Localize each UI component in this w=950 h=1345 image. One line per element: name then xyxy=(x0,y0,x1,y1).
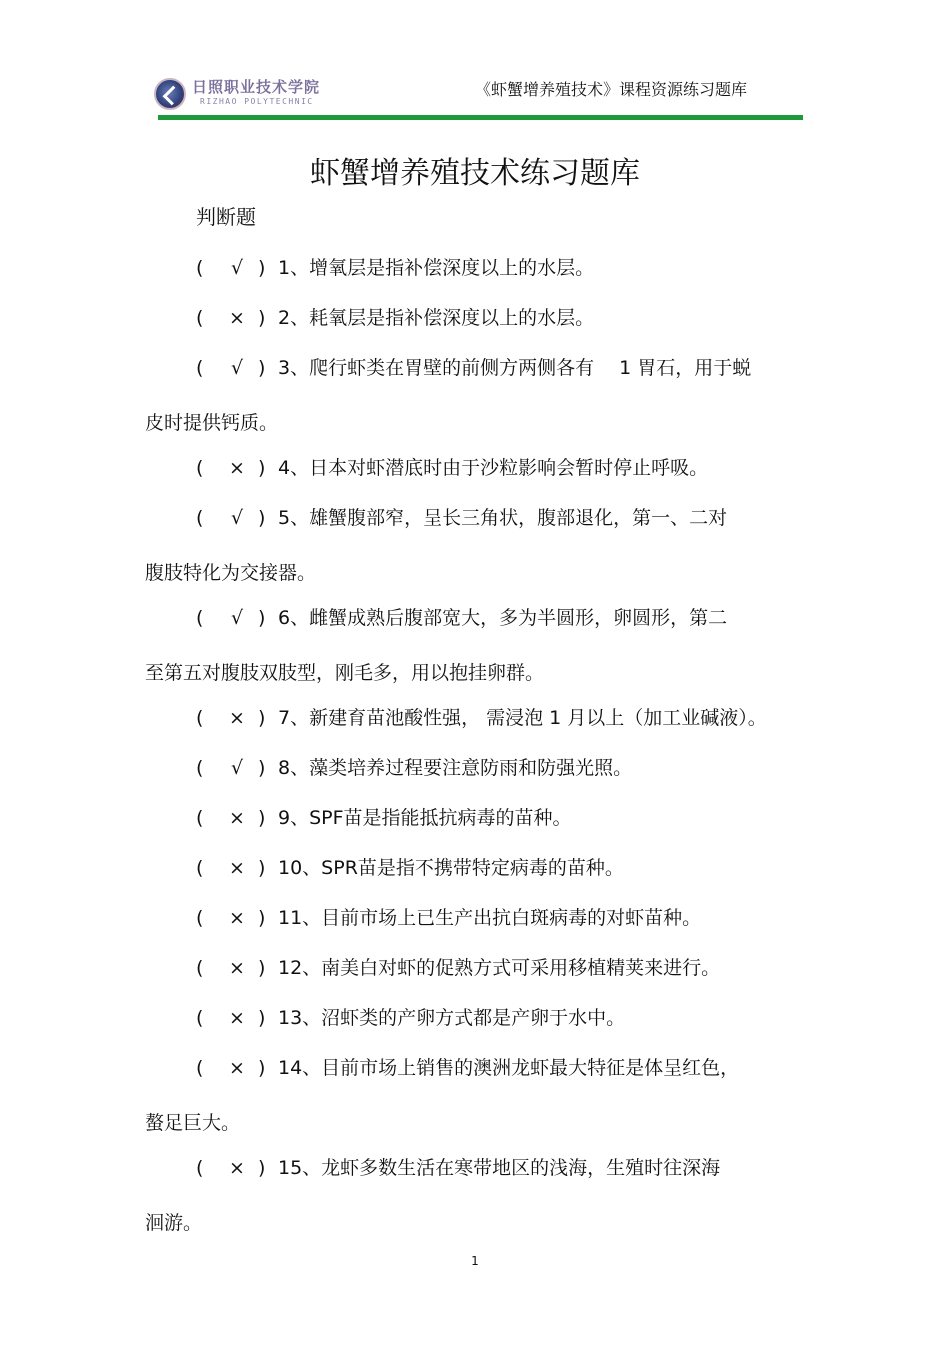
answer-mark: × xyxy=(229,1057,245,1079)
question-continuation: 皮时提供钙质。 xyxy=(145,412,279,434)
answer-mark: × xyxy=(229,807,245,829)
open-paren: ( xyxy=(196,257,204,279)
open-paren: ( xyxy=(196,1157,204,1179)
college-logo xyxy=(150,74,340,114)
question-item xyxy=(196,358,751,378)
question-text: 3、爬行虾类在胃壁的前侧方两侧各有 1 胃石，用于蜕 xyxy=(278,357,752,379)
logo-text-cn: 日照职业技术学院 xyxy=(192,78,321,96)
header-title: 《虾蟹增养殖技术》课程资源练习题库 xyxy=(474,80,747,99)
close-paren: ) xyxy=(258,1007,266,1029)
open-paren: ( xyxy=(196,757,204,779)
question-text: 6、雌蟹成熟后腹部宽大，多为半圆形，卵圆形，第二 xyxy=(278,607,728,629)
answer-mark: × xyxy=(229,457,245,479)
question-continuation: 腹肢特化为交接器。 xyxy=(145,562,317,584)
close-paren: ) xyxy=(258,607,266,629)
answer-mark: × xyxy=(229,707,245,729)
question-item xyxy=(196,1158,720,1178)
close-paren: ) xyxy=(258,1157,266,1179)
header-rule xyxy=(158,115,803,120)
question-text: 15、龙虾多数生活在寒带地区的浅海，生殖时往深海 xyxy=(278,1157,721,1179)
open-paren: ( xyxy=(196,357,204,379)
question-continuation: 螯足巨大。 xyxy=(145,1112,241,1134)
question-item xyxy=(196,858,624,878)
close-paren: ) xyxy=(258,857,266,879)
close-paren: ) xyxy=(258,707,266,729)
question-continuation: 至第五对腹肢双肢型，刚毛多，用以抱挂卵群。 xyxy=(145,662,545,684)
question-text: 9、SPF苗是指能抵抗病毒的苗种。 xyxy=(278,807,572,829)
question-text: 8、藻类培养过程要注意防雨和防强光照。 xyxy=(278,757,633,779)
answer-mark: × xyxy=(229,1007,245,1029)
question-item xyxy=(196,1058,739,1078)
question-text: 10、SPR苗是指不携带特定病毒的苗种。 xyxy=(278,857,624,879)
open-paren: ( xyxy=(196,507,204,529)
question-text: 12、南美白对虾的促熟方式可采用移植精荚来进行。 xyxy=(278,957,721,979)
close-paren: ) xyxy=(258,257,266,279)
question-item xyxy=(196,1008,625,1028)
open-paren: ( xyxy=(196,907,204,929)
close-paren: ) xyxy=(258,307,266,329)
open-paren: ( xyxy=(196,1057,204,1079)
close-paren: ) xyxy=(258,1057,266,1079)
close-paren: ) xyxy=(258,457,266,479)
answer-mark: √ xyxy=(230,357,244,379)
close-paren: ) xyxy=(258,907,266,929)
question-item xyxy=(196,908,701,928)
question-text: 14、目前市场上销售的澳洲龙虾最大特征是体呈红色， xyxy=(278,1057,740,1079)
open-paren: ( xyxy=(196,857,204,879)
open-paren: ( xyxy=(196,1007,204,1029)
open-paren: ( xyxy=(196,957,204,979)
answer-mark: × xyxy=(229,907,245,929)
open-paren: ( xyxy=(196,707,204,729)
close-paren: ) xyxy=(258,757,266,779)
answer-mark: √ xyxy=(230,257,244,279)
open-paren: ( xyxy=(196,457,204,479)
close-paren: ) xyxy=(258,807,266,829)
answer-mark: × xyxy=(229,857,245,879)
close-paren: ) xyxy=(258,957,266,979)
question-text: 7、新建育苗池酸性强， 需浸泡 1 月以上（加工业碱液）。 xyxy=(278,707,767,729)
question-text: 1、增氧层是指补偿深度以上的水层。 xyxy=(278,257,595,279)
answer-mark: √ xyxy=(230,507,244,529)
question-item xyxy=(196,608,727,628)
document-title: 虾蟹增养殖技术练习题库 xyxy=(310,156,640,191)
question-item xyxy=(196,308,594,328)
page-number: 1 xyxy=(471,1254,479,1268)
logo-text-en: RIZHAO POLYTECHNIC xyxy=(200,97,314,106)
question-item xyxy=(196,758,632,778)
answer-mark: √ xyxy=(230,607,244,629)
open-paren: ( xyxy=(196,807,204,829)
question-item xyxy=(196,458,708,478)
close-paren: ) xyxy=(258,357,266,379)
answer-mark: × xyxy=(229,957,245,979)
question-text: 4、日本对虾潜底时由于沙粒影响会暂时停止呼吸。 xyxy=(278,457,709,479)
question-item xyxy=(196,808,572,828)
question-text: 13、沼虾类的产卵方式都是产卵于水中。 xyxy=(278,1007,626,1029)
question-text: 5、雄蟹腹部窄，呈长三角状，腹部退化，第一、二对 xyxy=(278,507,728,529)
answer-mark: √ xyxy=(230,757,244,779)
question-item xyxy=(196,708,767,728)
open-paren: ( xyxy=(196,607,204,629)
answer-mark: × xyxy=(229,307,245,329)
close-paren: ) xyxy=(258,507,266,529)
question-item xyxy=(196,508,727,528)
question-item xyxy=(196,258,594,278)
question-continuation: 洄游。 xyxy=(145,1212,203,1234)
answer-mark: × xyxy=(229,1157,245,1179)
college-emblem-icon xyxy=(154,78,186,110)
open-paren: ( xyxy=(196,307,204,329)
question-item xyxy=(196,958,720,978)
question-text: 11、目前市场上已生产出抗白斑病毒的对虾苗种。 xyxy=(278,907,702,929)
question-text: 2、耗氧层是指补偿深度以上的水层。 xyxy=(278,307,595,329)
section-heading: 判断题 xyxy=(196,205,256,229)
